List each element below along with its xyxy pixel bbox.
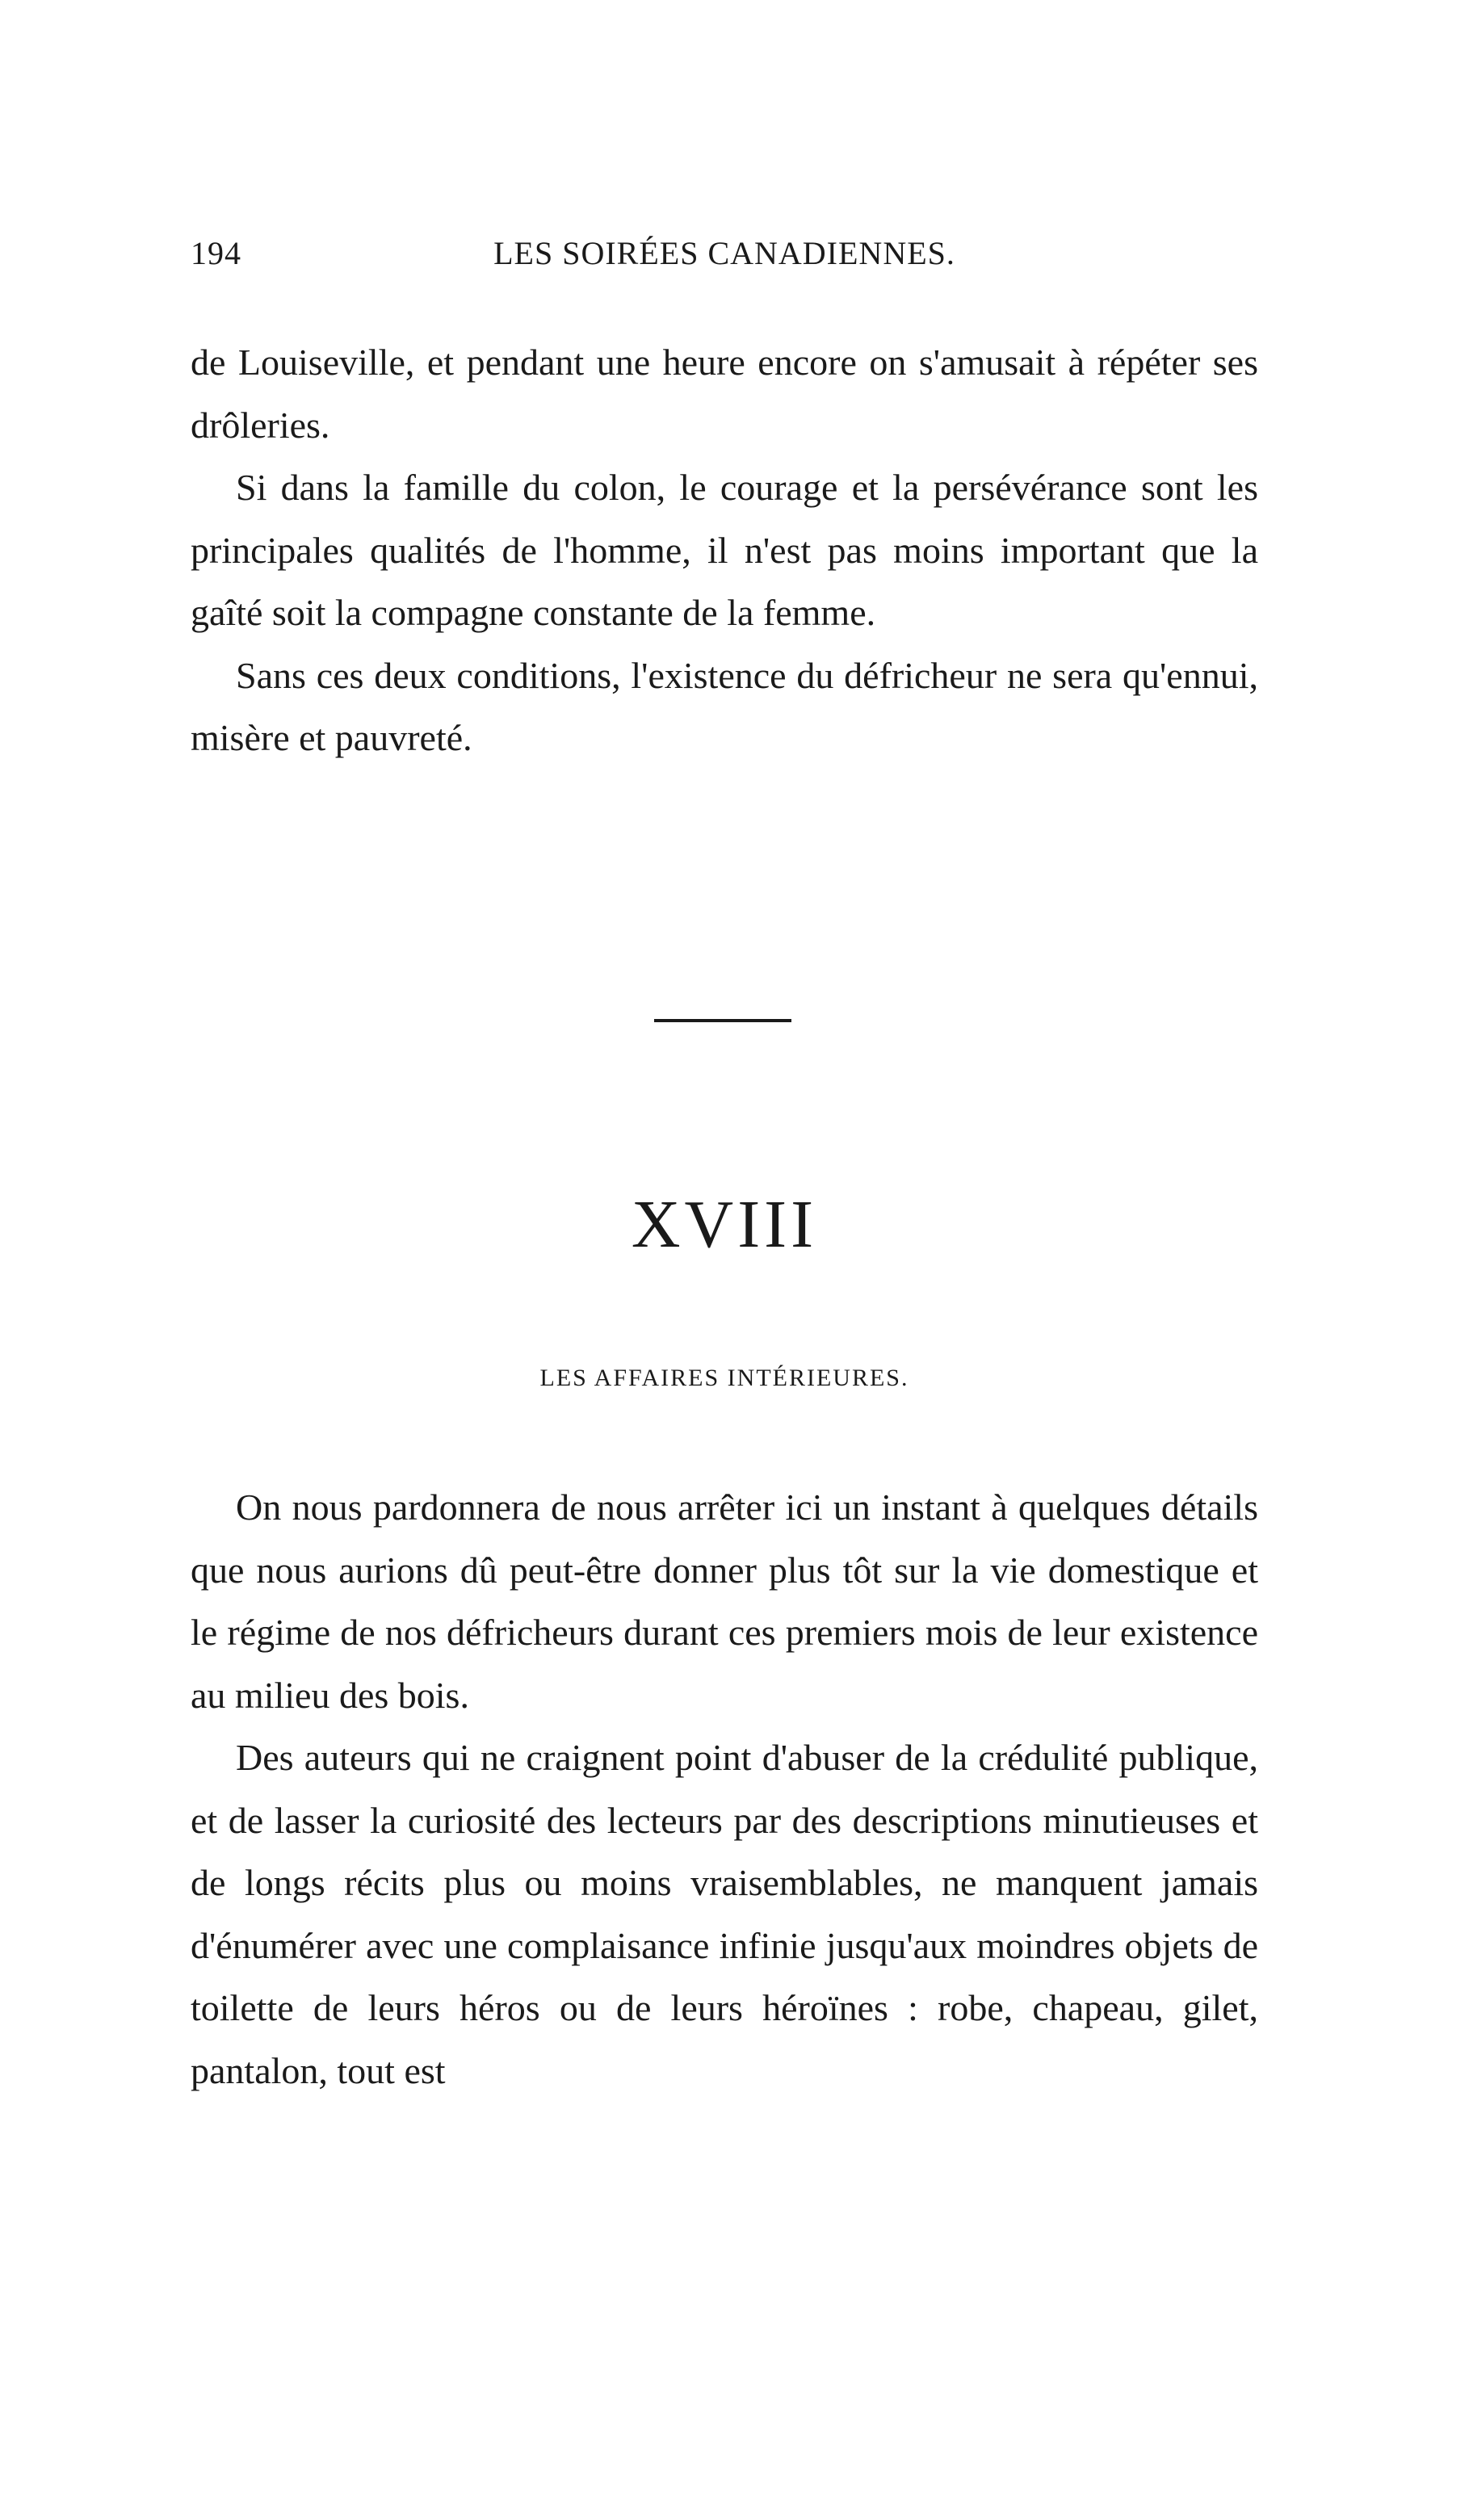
page-number: 194 <box>191 235 241 271</box>
paragraph: Si dans la famille du colon, le courage et la persévérance sont les principales qualités de l'homme, il n'est pas moins important que la gaîté soit la compagne constante de la femme. <box>191 467 1258 633</box>
paragraph: On nous pardonnera de nous arrêter ici un instant à quelques détails que nous aurions dû peut-être donner plus tôt sur la vie domestique et le régime de nos défricheurs durant ces premiers mois de leur existence au milieu des bois. <box>191 1486 1258 1716</box>
running-title: LES SOIRÉES CANADIENNES. <box>493 235 955 271</box>
running-head <box>191 234 1258 283</box>
paragraph-continuation: de Louiseville, et pendant une heure encore on s'amusait à répéter ses drôleries. <box>191 342 1258 446</box>
top-text-block <box>191 331 1258 769</box>
paragraph: Des auteurs qui ne craignent point d'abuser de la crédulité publique, et de lasser la curiosité des lecteurs par des descriptions minutieuses et de longs récits plus ou moins vraisemblables, ne manquent jamais d'énumérer avec une complaisance infinie jusqu'aux moindres objets de toilette de leurs héros ou de leurs héroïnes : robe, chapeau, gilet, pantalon, tout est <box>191 1737 1258 2091</box>
paragraph: Sans ces deux conditions, l'existence du défricheur ne sera qu'ennui, misère et pauvreté. <box>191 654 1258 758</box>
chapter-number: XVIII <box>631 1187 818 1262</box>
bottom-text-block <box>191 1476 1258 2102</box>
section-divider <box>654 1019 791 1022</box>
chapter-title: LES AFFAIRES INTÉRIEURES. <box>539 1365 909 1391</box>
